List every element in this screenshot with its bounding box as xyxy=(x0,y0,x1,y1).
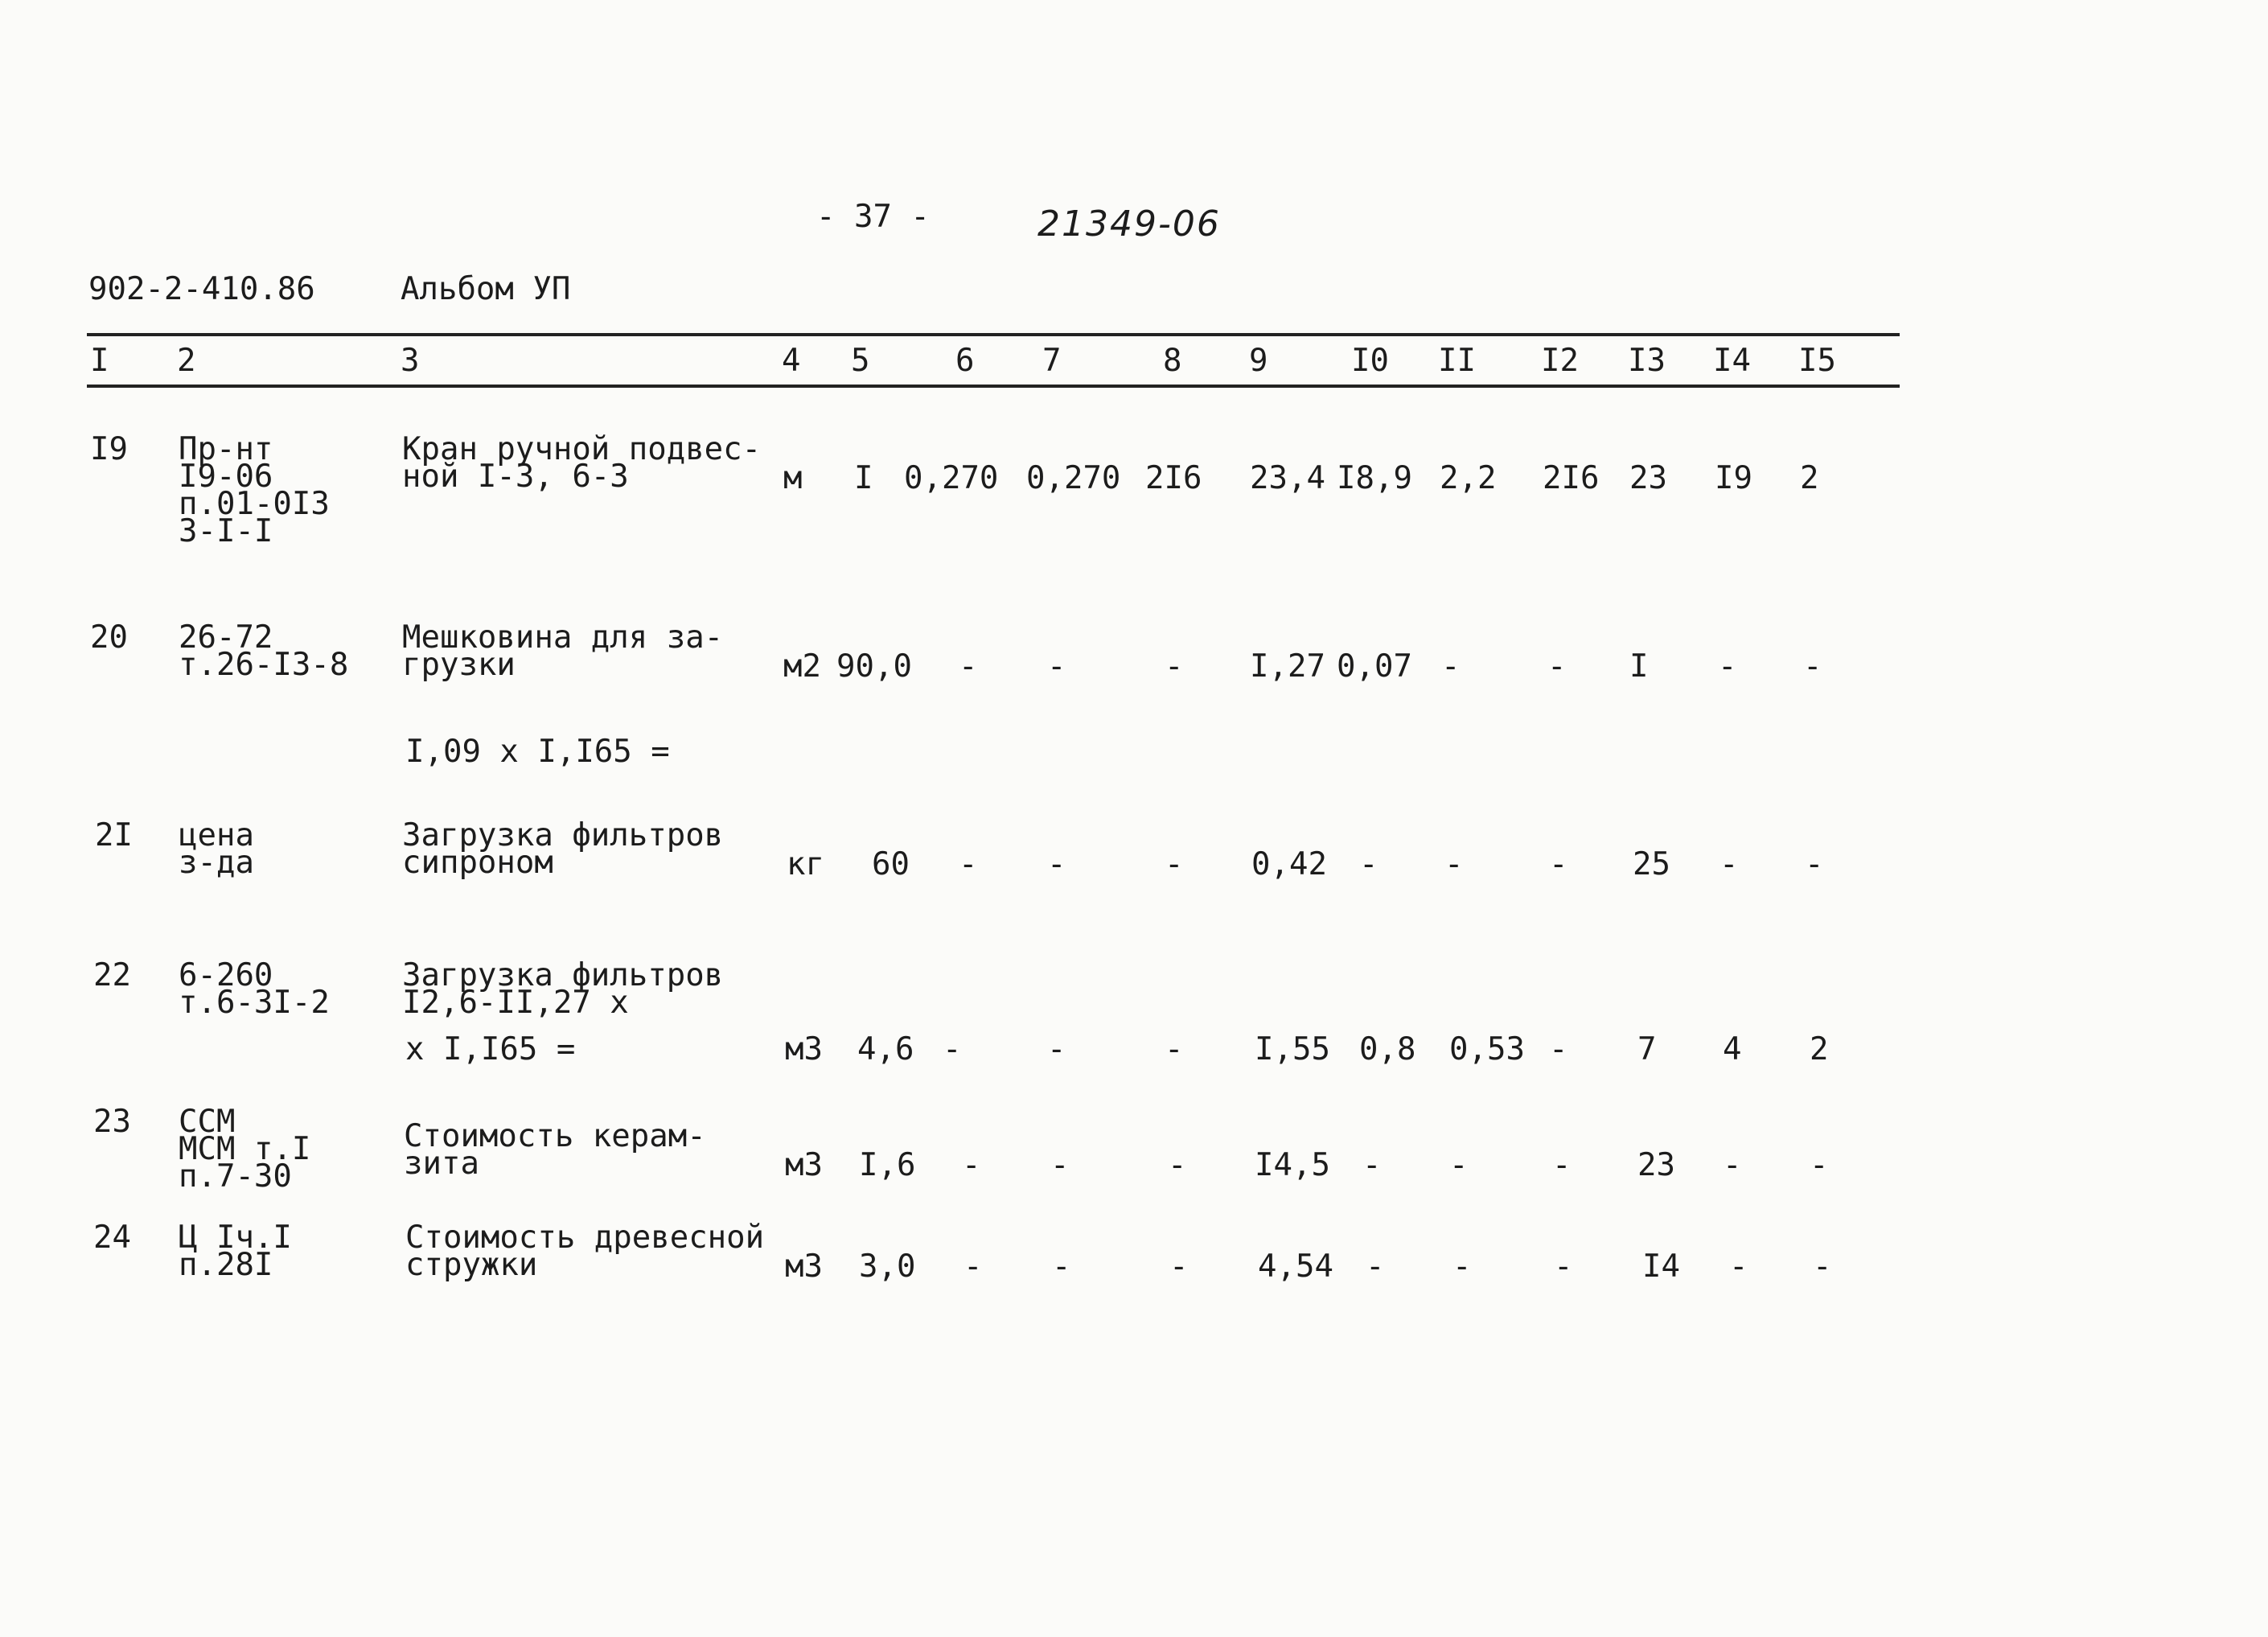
column-header: 9 xyxy=(1249,343,1268,379)
row-col12: 2I6 xyxy=(1543,460,1600,496)
row-number: 2I xyxy=(95,817,133,853)
document-code: 902-2-410.86 xyxy=(88,271,315,307)
row-col8: - xyxy=(1165,1031,1184,1067)
row-col8: 2I6 xyxy=(1145,460,1202,496)
column-header: I5 xyxy=(1798,343,1836,379)
row-number: I9 xyxy=(90,431,128,467)
row-col10: - xyxy=(1362,1147,1382,1183)
row-col8: - xyxy=(1165,846,1184,882)
row-col5: 3,0 xyxy=(859,1248,916,1285)
row-col12: - xyxy=(1552,1147,1572,1183)
row-col15: - xyxy=(1810,1147,1829,1183)
row-col13: 23 xyxy=(1629,460,1667,496)
row-number: 24 xyxy=(93,1220,131,1256)
row-col9: 0,42 xyxy=(1251,846,1327,882)
row-code: 6-260 т.6-3I-2 xyxy=(179,957,330,1021)
row-unit: м3 xyxy=(785,1248,823,1285)
row-col12: - xyxy=(1549,1031,1568,1067)
page-number: - 37 - xyxy=(816,199,930,235)
column-header: 5 xyxy=(851,343,870,379)
column-header: 2 xyxy=(177,343,196,379)
row-col11: 2,2 xyxy=(1440,460,1497,496)
row-description: Кран ручной подвес- ной I-3, 6-3 xyxy=(402,431,762,495)
row-code: цена з-да xyxy=(179,817,254,881)
row-col9: I4,5 xyxy=(1255,1147,1330,1183)
row-col10: 0,8 xyxy=(1359,1031,1416,1067)
row-number: 20 xyxy=(90,619,128,656)
column-header: 8 xyxy=(1163,343,1182,379)
row-col7: - xyxy=(1050,1147,1070,1183)
row-col6: - xyxy=(959,648,978,685)
column-header: II xyxy=(1438,343,1476,379)
row-code: Пр-нт I9-06 п.01-0I3 3-I-I xyxy=(179,431,330,549)
row-col10: 0,07 xyxy=(1337,648,1412,685)
row-col13: 23 xyxy=(1637,1147,1675,1183)
row-col8: - xyxy=(1168,1147,1187,1183)
row-col14: - xyxy=(1718,648,1737,685)
row-col10: - xyxy=(1366,1248,1385,1285)
row-description-extra: I,09 х I,I65 = xyxy=(405,734,670,770)
row-description: Стоимость керам- зита xyxy=(404,1118,706,1182)
column-header: I4 xyxy=(1713,343,1751,379)
row-description: Загрузка фильтров сипроном xyxy=(402,817,724,881)
column-header: I xyxy=(90,343,109,379)
column-header: 4 xyxy=(782,343,801,379)
row-code: 26-72 т.26-I3-8 xyxy=(179,619,349,683)
row-description: Мешковина для за- грузки xyxy=(402,619,724,683)
column-header: 7 xyxy=(1042,343,1062,379)
column-header: 3 xyxy=(401,343,420,379)
handwritten-code: 21349-06 xyxy=(1037,204,1221,245)
row-col5: I xyxy=(854,460,873,496)
row-col14: - xyxy=(1723,1147,1742,1183)
row-unit: кг xyxy=(787,846,824,882)
row-col13: I4 xyxy=(1642,1248,1680,1285)
row-col14: - xyxy=(1729,1248,1748,1285)
row-col12: - xyxy=(1554,1248,1573,1285)
row-col9: 4,54 xyxy=(1258,1248,1333,1285)
row-col13: 7 xyxy=(1637,1031,1657,1067)
row-col7: - xyxy=(1047,648,1066,685)
row-col10: I8,9 xyxy=(1337,460,1412,496)
row-code: Ц Iч.I п.28I xyxy=(179,1220,292,1283)
row-col9: 23,4 xyxy=(1250,460,1325,496)
column-header: I0 xyxy=(1351,343,1389,379)
row-col15: 2 xyxy=(1810,1031,1829,1067)
row-col6: - xyxy=(962,1147,981,1183)
row-col11: - xyxy=(1444,846,1464,882)
row-col12: - xyxy=(1549,846,1568,882)
column-header: I3 xyxy=(1628,343,1666,379)
row-col12: - xyxy=(1547,648,1567,685)
row-col14: 4 xyxy=(1723,1031,1742,1067)
row-col7: - xyxy=(1052,1248,1071,1285)
row-col10: - xyxy=(1359,846,1378,882)
row-col13: 25 xyxy=(1633,846,1670,882)
row-col9: I,27 xyxy=(1250,648,1325,685)
row-col6: - xyxy=(963,1248,983,1285)
row-description-extra: х I,I65 = xyxy=(405,1031,576,1067)
row-col8: - xyxy=(1169,1248,1189,1285)
row-col5: 4,6 xyxy=(857,1031,914,1067)
row-col8: - xyxy=(1165,648,1184,685)
row-number: 22 xyxy=(93,957,131,993)
row-unit: м3 xyxy=(785,1147,823,1183)
row-col15: - xyxy=(1813,1248,1832,1285)
row-col5: 90,0 xyxy=(836,648,912,685)
row-col6: - xyxy=(943,1031,962,1067)
row-col15: - xyxy=(1805,846,1824,882)
table-top-rule xyxy=(87,333,1900,336)
row-col5: 60 xyxy=(872,846,910,882)
row-col11: - xyxy=(1441,648,1461,685)
row-unit: м xyxy=(783,460,803,496)
row-code: ССМ МСМ т.I п.7-30 xyxy=(179,1104,311,1195)
row-unit: м3 xyxy=(785,1031,823,1067)
row-col9: I,55 xyxy=(1255,1031,1330,1067)
row-col15: 2 xyxy=(1800,460,1819,496)
row-col6: 0,270 xyxy=(904,460,999,496)
row-description: Стоимость древесной стружки xyxy=(405,1220,765,1283)
row-col11: 0,53 xyxy=(1449,1031,1525,1067)
row-col13: I xyxy=(1629,648,1649,685)
row-col11: - xyxy=(1452,1248,1472,1285)
row-col14: I9 xyxy=(1715,460,1752,496)
row-col6: - xyxy=(959,846,978,882)
row-col5: I,6 xyxy=(859,1147,916,1183)
row-unit: м2 xyxy=(783,648,821,685)
row-description: Загрузка фильтров I2,6-II,27 х xyxy=(402,957,724,1021)
column-header: 6 xyxy=(955,343,975,379)
table-header-rule xyxy=(87,385,1900,388)
row-col7: 0,270 xyxy=(1026,460,1121,496)
row-col11: - xyxy=(1449,1147,1469,1183)
column-header: I2 xyxy=(1541,343,1579,379)
row-col7: - xyxy=(1047,1031,1066,1067)
album-title: Альбом УП xyxy=(401,271,571,307)
row-col14: - xyxy=(1719,846,1739,882)
row-col7: - xyxy=(1047,846,1066,882)
row-col15: - xyxy=(1803,648,1822,685)
row-number: 23 xyxy=(93,1104,131,1140)
